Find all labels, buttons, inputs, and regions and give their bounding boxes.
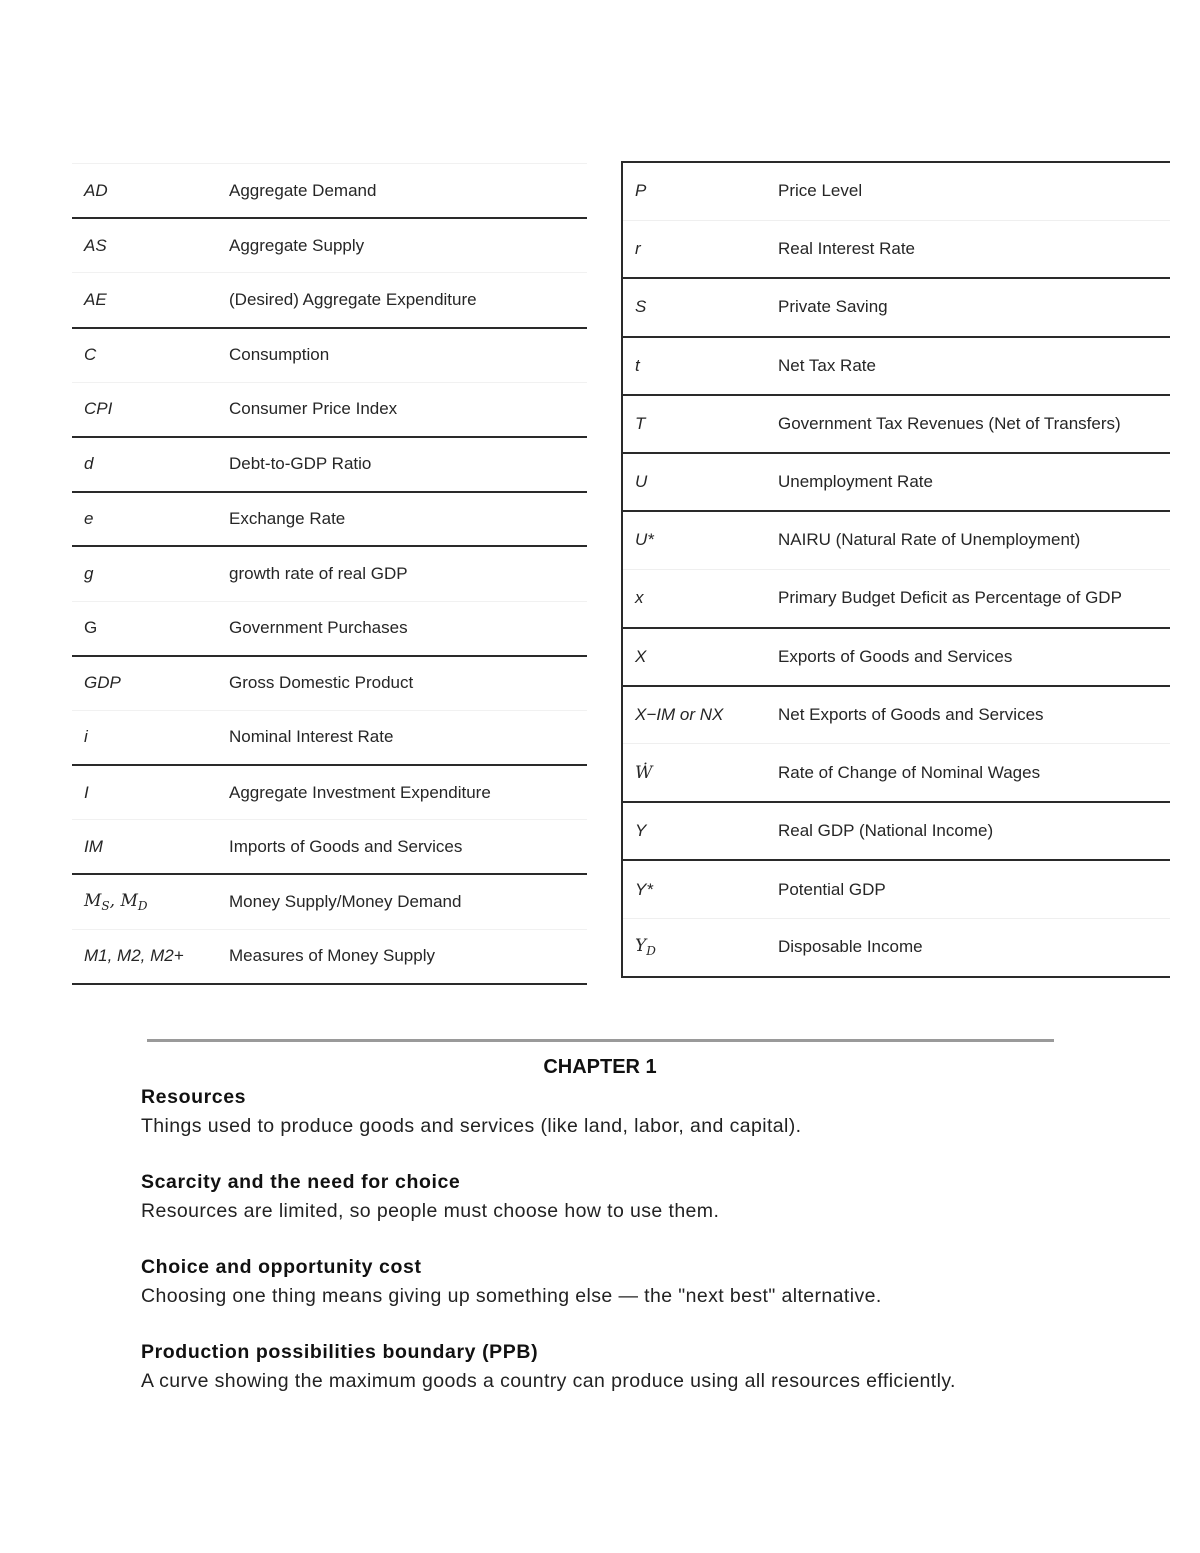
glossary-symbol: i [72,710,219,765]
glossary-symbol: x [622,569,768,627]
glossary-symbol: IM [72,820,219,875]
section-scarcity [141,1168,1091,1226]
glossary-definition: Money Supply/Money Demand [219,874,587,929]
glossary-row [622,162,1170,220]
glossary-symbol: d [72,437,219,492]
glossary-row [72,382,587,437]
glossary-definition: Private Saving [768,278,1170,336]
glossary-row [622,802,1170,860]
glossary-definition: Disposable Income [768,918,1170,976]
glossary-definition: Measures of Money Supply [219,929,587,984]
glossary-definition: Primary Budget Deficit as Percentage of GDP [768,569,1170,627]
chapter-title: CHAPTER 1 [543,1056,657,1078]
section-heading: Choice and opportunity cost [141,1256,422,1278]
glossary-row [72,765,587,820]
symbol-separator: , M [109,891,138,912]
glossary-row [622,860,1170,918]
glossary-row [622,453,1170,511]
glossary-symbol: e [72,492,219,547]
glossary-symbol: G [72,601,219,656]
glossary-row [72,437,587,492]
section-text: Choosing one thing means giving up something else — the "next best" alternative. [141,1285,882,1307]
glossary-row [622,686,1170,744]
glossary-symbol: P [622,162,768,220]
glossary-symbol: t [622,337,768,395]
glossary-definition: Gross Domestic Product [219,656,587,711]
glossary-definition: (Desired) Aggregate Expenditure [219,273,587,328]
glossary-row [72,710,587,765]
glossary-row [622,511,1170,569]
glossary-row [72,328,587,383]
section-heading: Production possibilities boundary (PPB) [141,1341,539,1363]
glossary-definition: Net Tax Rate [768,337,1170,395]
section-heading: Scarcity and the need for choice [141,1171,461,1193]
glossary-row [72,820,587,875]
glossary-row [72,929,587,984]
glossary-row [622,220,1170,278]
section-text: Resources are limited, so people must choose how to use them. [141,1200,720,1222]
glossary-definition: Nominal Interest Rate [219,710,587,765]
glossary-row [72,164,587,219]
glossary-symbol: M1, M2, M2+ [72,929,219,984]
glossary-symbol: Ẇ [622,744,768,802]
glossary-symbol: GDP [72,656,219,711]
glossary-definition: Real Interest Rate [768,220,1170,278]
glossary-definition: growth rate of real GDP [219,546,587,601]
glossary-row [622,395,1170,453]
glossary-row [72,601,587,656]
glossary-definition: Net Exports of Goods and Services [768,686,1170,744]
glossary-row [72,546,587,601]
glossary-row [72,492,587,547]
glossary-definition: Aggregate Demand [219,164,587,219]
glossary-row [72,218,587,273]
glossary-symbol: U* [622,511,768,569]
symbol-main: M [84,891,102,912]
glossary-symbol: r [622,220,768,278]
section-divider [147,1039,1054,1042]
glossary-symbol: CPI [72,382,219,437]
symbol-subscript: D [137,899,148,914]
section-text: A curve showing the maximum goods a country can produce using all resources efficiently. [141,1370,956,1392]
section-text: Things used to produce goods and services (like land, labor, and capital). [141,1115,802,1137]
glossary-symbol: C [72,328,219,383]
glossary-table-right [621,161,1170,978]
glossary-row [622,918,1170,976]
glossary-symbol: I [72,765,219,820]
glossary-row [622,569,1170,627]
section-opportunity-cost [141,1253,1091,1311]
glossary-definition: Exports of Goods and Services [768,628,1170,686]
glossary-row [622,337,1170,395]
glossary-row [72,656,587,711]
glossary-definition: Price Level [768,162,1170,220]
glossary-symbol: S [622,278,768,336]
glossary-symbol: AS [72,218,219,273]
glossary-definition: Real GDP (National Income) [768,802,1170,860]
glossary-row [622,278,1170,336]
glossary-definition: NAIRU (Natural Rate of Unemployment) [768,511,1170,569]
glossary-definition: Rate of Change of Nominal Wages [768,744,1170,802]
glossary-definition: Imports of Goods and Services [219,820,587,875]
symbol-subscript: S [101,899,110,914]
glossary-definition: Unemployment Rate [768,453,1170,511]
glossary-symbol: AE [72,273,219,328]
glossary-symbol [72,874,219,929]
glossary-row [72,874,587,929]
glossary-row [622,628,1170,686]
glossary-symbol: AD [72,164,219,219]
chapter-content [141,1083,1091,1423]
glossary-symbol: Y [622,802,768,860]
glossary-table-left [72,163,587,985]
glossary-definition: Government Tax Revenues (Net of Transfers) [768,395,1170,453]
glossary-definition: Consumption [219,328,587,383]
glossary-definition: Government Purchases [219,601,587,656]
glossary-definition: Debt-to-GDP Ratio [219,437,587,492]
glossary-definition: Aggregate Investment Expenditure [219,765,587,820]
glossary-row [72,273,587,328]
section-resources [141,1083,1091,1141]
glossary-definition: Aggregate Supply [219,218,587,273]
section-ppb [141,1338,1091,1396]
glossary-symbol: X [622,628,768,686]
glossary-symbol: U [622,453,768,511]
glossary-symbol: Y* [622,860,768,918]
glossary-symbol [622,918,768,976]
section-heading: Resources [141,1086,247,1108]
glossary-definition: Exchange Rate [219,492,587,547]
glossary-row [622,744,1170,802]
symbol-subscript: D [646,944,656,959]
glossary-definition: Consumer Price Index [219,382,587,437]
glossary-symbol: X−IM or NX [622,686,768,744]
glossary-definition: Potential GDP [768,860,1170,918]
symbol-main: Y [635,936,647,957]
glossary-symbol: T [622,395,768,453]
glossary-symbol: g [72,546,219,601]
